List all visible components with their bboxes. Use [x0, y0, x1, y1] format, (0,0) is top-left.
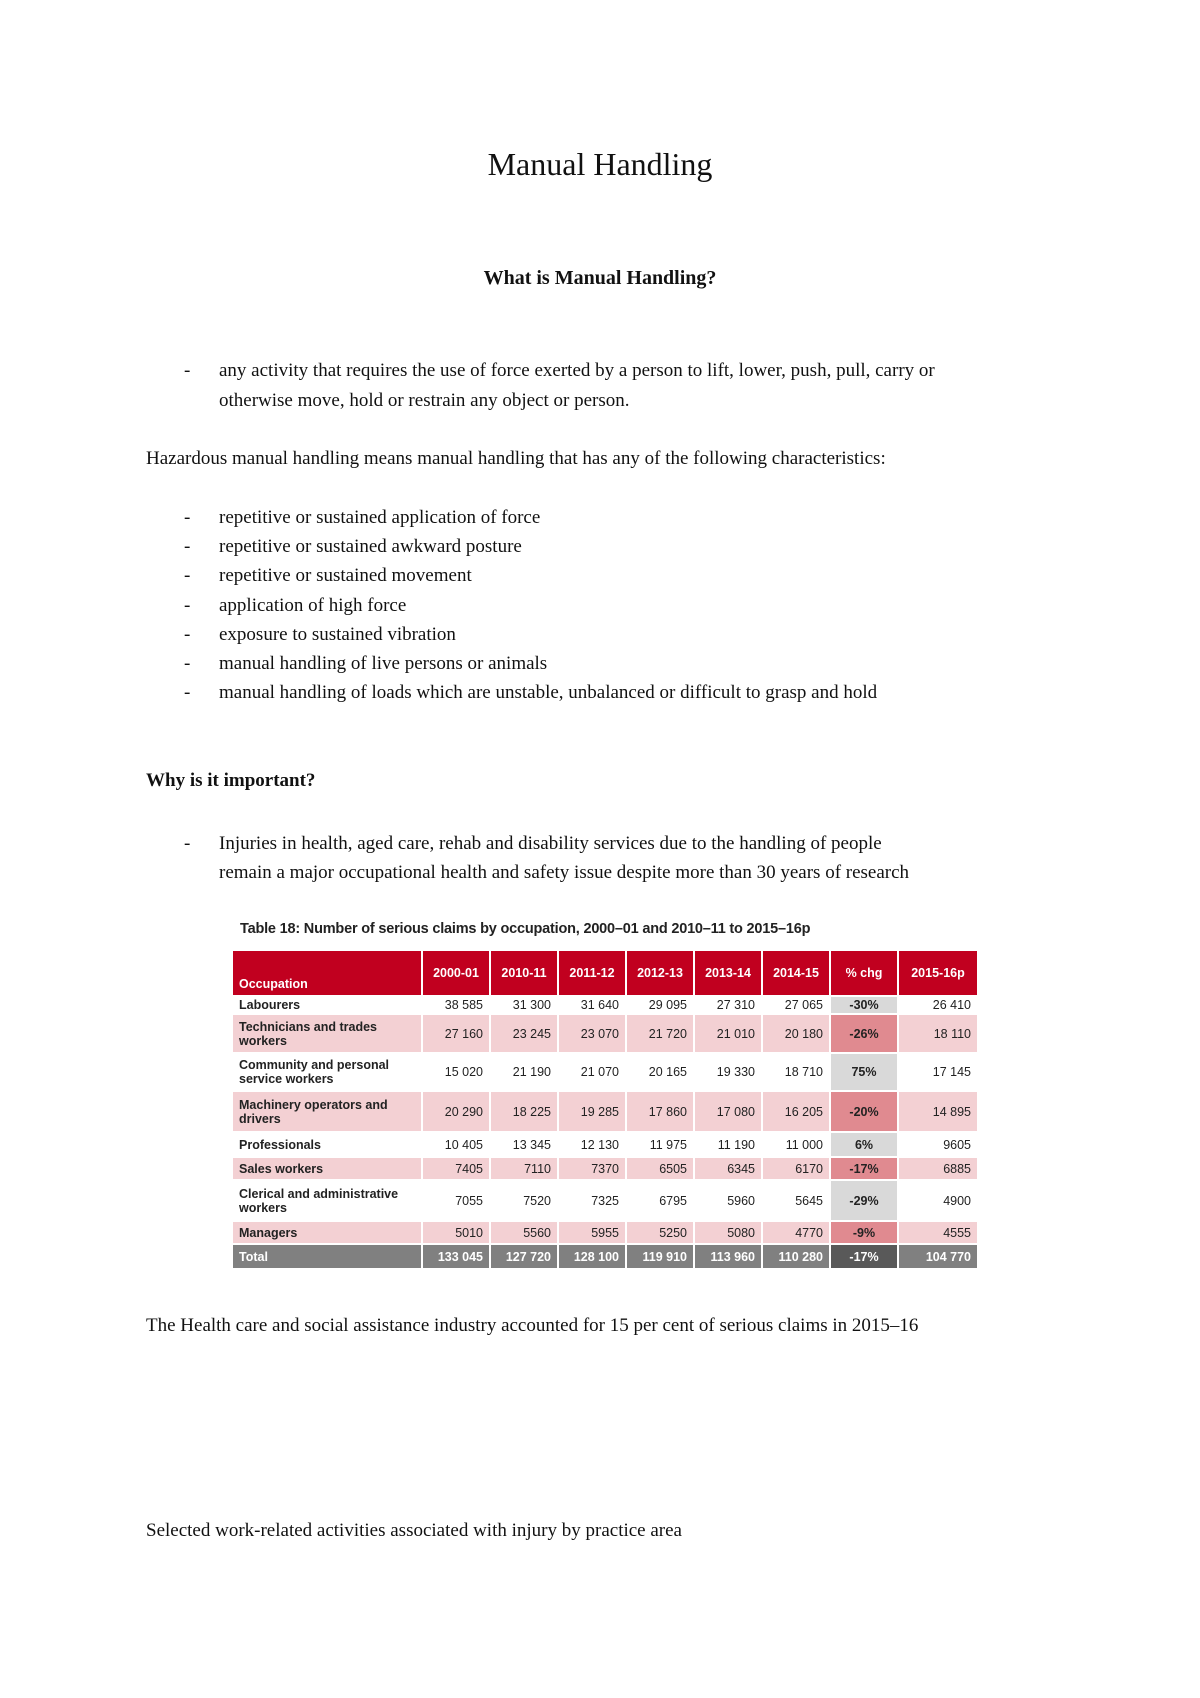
value-cell: 11 190 — [694, 1132, 762, 1157]
value-cell: 119 910 — [626, 1244, 694, 1269]
value-cell: 4900 — [898, 1180, 978, 1221]
value-cell: 127 720 — [490, 1244, 558, 1269]
value-cell: 21 190 — [490, 1053, 558, 1091]
value-cell: 19 285 — [558, 1091, 626, 1132]
table-row — [232, 1180, 978, 1221]
value-cell: 17 145 — [898, 1053, 978, 1091]
hazard-item-text: repetitive or sustained movement — [219, 565, 472, 586]
col-header: 2014-15 — [762, 950, 830, 996]
value-cell: 13 345 — [490, 1132, 558, 1157]
selected-activities-caption: Selected work-related activities associated with injury by practice area — [146, 1520, 682, 1541]
table-row — [232, 1053, 978, 1091]
why-line-1: Injuries in health, aged care, rehab and disability services due to the handling of people — [219, 833, 882, 854]
pct-change-cell: -29% — [830, 1180, 898, 1221]
value-cell: 5955 — [558, 1221, 626, 1244]
value-cell: 21 720 — [626, 1014, 694, 1053]
value-cell: 20 180 — [762, 1014, 830, 1053]
col-header: 2000-01 — [422, 950, 490, 996]
col-header: % chg — [830, 950, 898, 996]
occupation-cell: Managers — [232, 1221, 422, 1244]
value-cell: 6885 — [898, 1157, 978, 1180]
value-cell: 31 300 — [490, 996, 558, 1014]
hazard-item-text: manual handling of loads which are unstable, unbalanced or difficult to grasp and hold — [219, 682, 878, 703]
col-header: Occupation — [232, 950, 422, 996]
value-cell: 21 010 — [694, 1014, 762, 1053]
col-header: 2013-14 — [694, 950, 762, 996]
value-cell: 18 710 — [762, 1053, 830, 1091]
why-line-2: remain a major occupational health and safety issue despite more than 30 years of research — [219, 862, 910, 883]
health-care-note: The Health care and social assistance industry accounted for 15 per cent of serious claims in 2015–16 — [146, 1315, 919, 1336]
value-cell: 21 070 — [558, 1053, 626, 1091]
value-cell: 38 585 — [422, 996, 490, 1014]
value-cell: 31 640 — [558, 996, 626, 1014]
hazard-item-text: application of high force — [219, 595, 407, 616]
bullet-dash: - — [184, 833, 191, 854]
value-cell: 113 960 — [694, 1244, 762, 1269]
occupation-cell: Clerical and administrative workers — [232, 1180, 422, 1221]
value-cell: 11 975 — [626, 1132, 694, 1157]
hazard-item-text: repetitive or sustained application of force — [219, 507, 541, 528]
pct-change-cell: 6% — [830, 1132, 898, 1157]
hazardous-intro: Hazardous manual handling means manual handling that has any of the following characteristics: — [146, 448, 886, 469]
table-row — [232, 1132, 978, 1157]
bullet-dash: - — [184, 682, 191, 703]
bullet-dash: - — [184, 536, 191, 557]
occupation-cell: Sales workers — [232, 1157, 422, 1180]
value-cell: 7110 — [490, 1157, 558, 1180]
value-cell: 11 000 — [762, 1132, 830, 1157]
value-cell: 7520 — [490, 1180, 558, 1221]
value-cell: 12 130 — [558, 1132, 626, 1157]
value-cell: 18 225 — [490, 1091, 558, 1132]
value-cell: 6795 — [626, 1180, 694, 1221]
value-cell: 5560 — [490, 1221, 558, 1244]
occupation-cell: Professionals — [232, 1132, 422, 1157]
value-cell: 6170 — [762, 1157, 830, 1180]
value-cell: 20 165 — [626, 1053, 694, 1091]
bullet-dash: - — [184, 360, 191, 381]
value-cell: 23 070 — [558, 1014, 626, 1053]
value-cell: 110 280 — [762, 1244, 830, 1269]
occupation-cell: Total — [232, 1244, 422, 1269]
value-cell: 10 405 — [422, 1132, 490, 1157]
col-header: 2011-12 — [558, 950, 626, 996]
occupation-cell: Technicians and trades workers — [232, 1014, 422, 1053]
value-cell: 29 095 — [626, 996, 694, 1014]
value-cell: 23 245 — [490, 1014, 558, 1053]
col-header: 2015-16p — [898, 950, 978, 996]
definition-line-2: otherwise move, hold or restrain any object or person. — [219, 390, 630, 411]
pct-change-cell: 75% — [830, 1053, 898, 1091]
value-cell: 27 065 — [762, 996, 830, 1014]
occupation-cell: Labourers — [232, 996, 422, 1014]
value-cell: 4770 — [762, 1221, 830, 1244]
definition-line-1: any activity that requires the use of force exerted by a person to lift, lower, push, pull, carry or — [219, 360, 935, 381]
value-cell: 5645 — [762, 1180, 830, 1221]
pct-change-cell: -30% — [830, 996, 898, 1014]
table-row — [232, 1221, 978, 1244]
value-cell: 18 110 — [898, 1014, 978, 1053]
table-header-row — [232, 950, 978, 996]
value-cell: 128 100 — [558, 1244, 626, 1269]
value-cell: 4555 — [898, 1221, 978, 1244]
bullet-dash: - — [184, 653, 191, 674]
section-heading-what: What is Manual Handling? — [483, 267, 717, 289]
value-cell: 19 330 — [694, 1053, 762, 1091]
value-cell: 9605 — [898, 1132, 978, 1157]
table-caption: Table 18: Number of serious claims by occupation, 2000–01 and 2010–11 to 2015–16p — [240, 921, 811, 937]
value-cell: 27 310 — [694, 996, 762, 1014]
table-row — [232, 1014, 978, 1053]
occupation-cell: Community and personal service workers — [232, 1053, 422, 1091]
value-cell: 16 205 — [762, 1091, 830, 1132]
value-cell: 7325 — [558, 1180, 626, 1221]
value-cell: 104 770 — [898, 1244, 978, 1269]
document-title: Manual Handling — [487, 146, 713, 182]
section-heading-why: Why is it important? — [146, 770, 316, 791]
bullet-dash: - — [184, 595, 191, 616]
col-header: 2012-13 — [626, 950, 694, 996]
value-cell: 7370 — [558, 1157, 626, 1180]
table-total-row — [232, 1244, 978, 1269]
pct-change-cell: -20% — [830, 1091, 898, 1132]
value-cell: 27 160 — [422, 1014, 490, 1053]
bullet-dash: - — [184, 565, 191, 586]
value-cell: 20 290 — [422, 1091, 490, 1132]
bullet-dash: - — [184, 507, 191, 528]
value-cell: 7055 — [422, 1180, 490, 1221]
value-cell: 26 410 — [898, 996, 978, 1014]
value-cell: 5080 — [694, 1221, 762, 1244]
pct-change-cell: -17% — [830, 1244, 898, 1269]
pct-change-cell: -9% — [830, 1221, 898, 1244]
value-cell: 14 895 — [898, 1091, 978, 1132]
hazard-item-text: manual handling of live persons or animals — [219, 653, 548, 674]
value-cell: 5010 — [422, 1221, 490, 1244]
value-cell: 5960 — [694, 1180, 762, 1221]
bullet-dash: - — [184, 624, 191, 645]
value-cell: 17 080 — [694, 1091, 762, 1132]
table-row — [232, 1157, 978, 1180]
pct-change-cell: -17% — [830, 1157, 898, 1180]
value-cell: 6505 — [626, 1157, 694, 1180]
value-cell: 133 045 — [422, 1244, 490, 1269]
hazard-item-text: repetitive or sustained awkward posture — [219, 536, 522, 557]
value-cell: 6345 — [694, 1157, 762, 1180]
hazard-item-text: exposure to sustained vibration — [219, 624, 456, 645]
value-cell: 17 860 — [626, 1091, 694, 1132]
occupation-cell: Machinery operators and drivers — [232, 1091, 422, 1132]
value-cell: 5250 — [626, 1221, 694, 1244]
value-cell: 7405 — [422, 1157, 490, 1180]
col-header: 2010-11 — [490, 950, 558, 996]
serious-claims-table — [231, 949, 979, 1270]
pct-change-cell: -26% — [830, 1014, 898, 1053]
value-cell: 15 020 — [422, 1053, 490, 1091]
table-row — [232, 996, 978, 1014]
table-row — [232, 1091, 978, 1132]
